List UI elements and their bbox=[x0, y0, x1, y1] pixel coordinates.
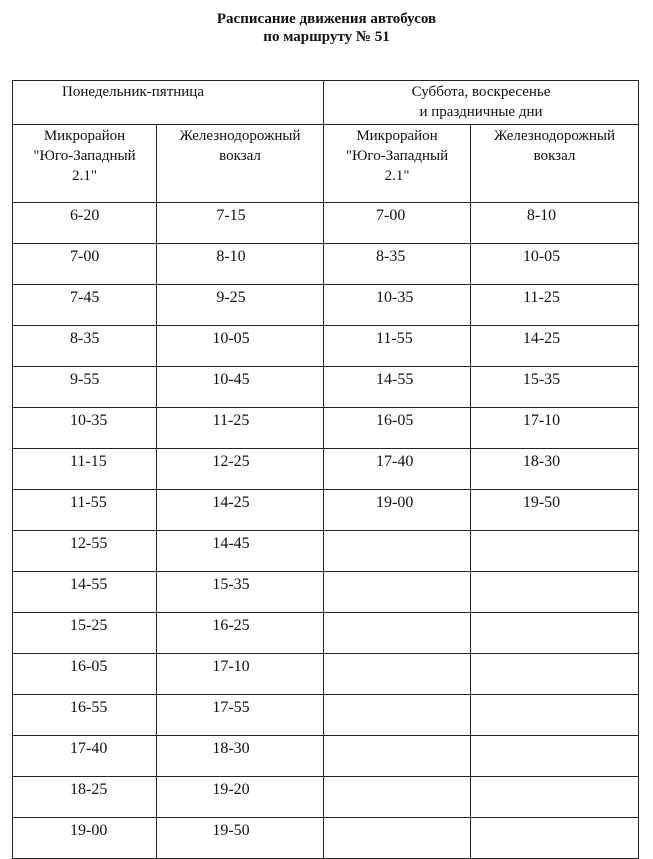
weekday-district-time: 18-25 bbox=[13, 777, 157, 818]
table-row bbox=[13, 490, 639, 531]
weekday-district-time: 11-15 bbox=[13, 449, 157, 490]
group-header-row bbox=[13, 81, 639, 125]
weekend-group-header bbox=[324, 81, 639, 125]
weekend-station-time bbox=[471, 531, 639, 572]
table-row bbox=[13, 408, 639, 449]
weekend-district-time bbox=[324, 572, 471, 613]
weekend-station-time bbox=[471, 695, 639, 736]
weekend-station-time bbox=[471, 613, 639, 654]
weekend-district-time: 14-55 bbox=[324, 367, 471, 408]
weekday-district-time: 14-55 bbox=[13, 572, 157, 613]
weekend-station-time: 14-25 bbox=[471, 326, 639, 367]
weekend-group-label-line-2: и праздничные дни bbox=[419, 104, 543, 120]
weekend-district-time bbox=[324, 777, 471, 818]
weekday-station-time: 12-25 bbox=[157, 449, 324, 490]
weekday-district-time: 16-05 bbox=[13, 654, 157, 695]
weekend-station-time bbox=[471, 777, 639, 818]
weekday-district-time: 7-00 bbox=[13, 244, 157, 285]
title-line-2: по маршруту № 51 bbox=[263, 29, 390, 45]
table-row bbox=[13, 572, 639, 613]
header-text: вокзал bbox=[533, 148, 576, 164]
weekday-station-time: 10-45 bbox=[157, 367, 324, 408]
table-row bbox=[13, 695, 639, 736]
weekday-district-time: 15-25 bbox=[13, 613, 157, 654]
header-text: Железнодорожный bbox=[494, 128, 615, 144]
header-text: Железнодорожный bbox=[179, 128, 301, 144]
table-row bbox=[13, 654, 639, 695]
weekend-station-time: 18-30 bbox=[471, 449, 639, 490]
weekend-station-time: 11-25 bbox=[471, 285, 639, 326]
weekend-station-time bbox=[471, 572, 639, 613]
schedule-table bbox=[12, 80, 639, 859]
column-header-row bbox=[13, 125, 639, 203]
table-row bbox=[13, 326, 639, 367]
weekend-station-time bbox=[471, 736, 639, 777]
weekday-station-time: 15-35 bbox=[157, 572, 324, 613]
weekday-station-time: 17-10 bbox=[157, 654, 324, 695]
header-text: 2.1" bbox=[384, 168, 410, 184]
table-row bbox=[13, 203, 639, 244]
weekend-station-time: 15-35 bbox=[471, 367, 639, 408]
weekend-district-header bbox=[324, 125, 471, 203]
header-text: "Юго-Западный bbox=[33, 148, 136, 164]
weekend-district-time: 19-00 bbox=[324, 490, 471, 531]
table-row bbox=[13, 285, 639, 326]
weekday-station-time: 14-45 bbox=[157, 531, 324, 572]
weekend-district-time: 10-35 bbox=[324, 285, 471, 326]
document-title bbox=[0, 10, 653, 46]
table-row bbox=[13, 244, 639, 285]
weekend-district-time: 16-05 bbox=[324, 408, 471, 449]
weekday-station-time: 11-25 bbox=[157, 408, 324, 449]
weekday-district-time: 6-20 bbox=[13, 203, 157, 244]
weekend-district-time bbox=[324, 531, 471, 572]
weekday-district-time: 17-40 bbox=[13, 736, 157, 777]
weekend-station-time bbox=[471, 818, 639, 859]
weekend-district-time bbox=[324, 613, 471, 654]
weekday-district-time: 10-35 bbox=[13, 408, 157, 449]
header-text: "Юго-Западный bbox=[345, 148, 449, 164]
weekday-district-time: 7-45 bbox=[13, 285, 157, 326]
table-row bbox=[13, 736, 639, 777]
weekday-group-header bbox=[13, 81, 324, 125]
weekday-station-time: 10-05 bbox=[157, 326, 324, 367]
weekend-station-time: 10-05 bbox=[471, 244, 639, 285]
weekday-district-time: 8-35 bbox=[13, 326, 157, 367]
weekday-station-header bbox=[157, 125, 324, 203]
weekday-station-time: 8-10 bbox=[157, 244, 324, 285]
weekend-district-time bbox=[324, 654, 471, 695]
table-row bbox=[13, 818, 639, 859]
header-text: вокзал bbox=[219, 148, 261, 164]
weekend-district-time: 8-35 bbox=[324, 244, 471, 285]
weekday-station-time: 19-20 bbox=[157, 777, 324, 818]
weekday-station-time: 9-25 bbox=[157, 285, 324, 326]
weekday-station-time: 16-25 bbox=[157, 613, 324, 654]
weekday-district-time: 9-55 bbox=[13, 367, 157, 408]
table-row bbox=[13, 531, 639, 572]
weekend-district-time: 17-40 bbox=[324, 449, 471, 490]
header-text: Микрорайон bbox=[356, 128, 438, 144]
weekend-station-time bbox=[471, 654, 639, 695]
weekend-district-time bbox=[324, 695, 471, 736]
weekday-station-time: 19-50 bbox=[157, 818, 324, 859]
weekday-station-time: 7-15 bbox=[157, 203, 324, 244]
title-line-1: Расписание движения автобусов bbox=[216, 11, 437, 27]
table-row bbox=[13, 613, 639, 654]
table-row bbox=[13, 367, 639, 408]
weekday-group-label: Понедельник-пятница bbox=[62, 84, 204, 100]
weekday-district-time: 11-55 bbox=[13, 490, 157, 531]
table-row bbox=[13, 777, 639, 818]
weekend-station-header bbox=[471, 125, 639, 203]
weekend-district-time bbox=[324, 818, 471, 859]
weekend-group-label-line-1: Суббота, воскресенье bbox=[411, 84, 551, 100]
weekend-district-time: 7-00 bbox=[324, 203, 471, 244]
weekday-district-time: 16-55 bbox=[13, 695, 157, 736]
weekday-station-time: 14-25 bbox=[157, 490, 324, 531]
weekday-district-time: 12-55 bbox=[13, 531, 157, 572]
weekend-district-time: 11-55 bbox=[324, 326, 471, 367]
weekend-station-time: 17-10 bbox=[471, 408, 639, 449]
header-text: 2.1" bbox=[72, 168, 97, 184]
weekend-station-time: 19-50 bbox=[471, 490, 639, 531]
header-text: Микрорайон bbox=[43, 128, 126, 144]
table-row bbox=[13, 449, 639, 490]
weekday-station-time: 18-30 bbox=[157, 736, 324, 777]
weekend-district-time bbox=[324, 736, 471, 777]
weekday-district-time: 19-00 bbox=[13, 818, 157, 859]
weekday-district-header bbox=[13, 125, 157, 203]
weekday-station-time: 17-55 bbox=[157, 695, 324, 736]
weekend-station-time: 8-10 bbox=[471, 203, 639, 244]
